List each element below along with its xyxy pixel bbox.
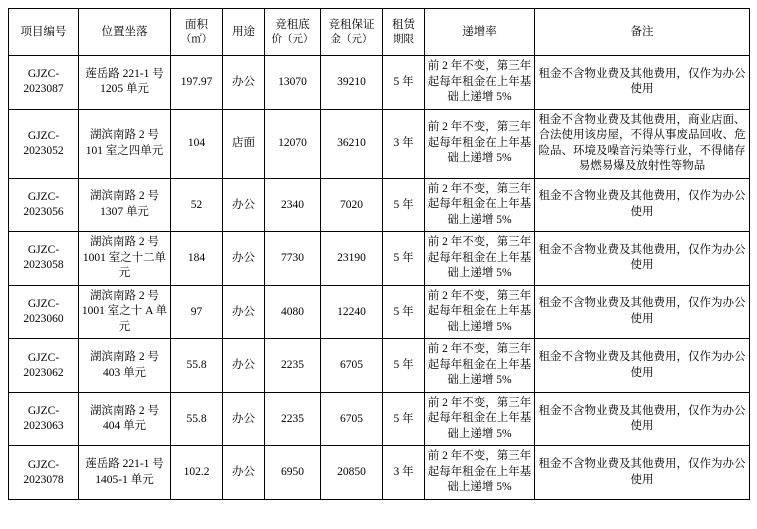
cell-deposit: 39210 xyxy=(321,56,383,110)
cell-area: 102.2 xyxy=(171,446,223,500)
table-row xyxy=(9,392,750,446)
cell-location: 湖滨南路 2 号 403 单元 xyxy=(79,339,171,393)
cell-term: 5 年 xyxy=(383,56,425,110)
cell-rate: 前 2 年不变，第三年起每年租金在上年基础上递增 5% xyxy=(425,285,535,339)
cell-location: 湖滨南路 2 号 1001 室之十二单元 xyxy=(79,232,171,286)
column-header-code: 项目编号 xyxy=(9,9,79,56)
cell-remark: 租金不含物业费及其他费用，仅作为办公使用 xyxy=(535,285,750,339)
cell-code: GJZC-2023078 xyxy=(9,446,79,500)
cell-use: 办公 xyxy=(223,232,265,286)
cell-remark: 租金不含物业费及其他费用，仅作为办公使用 xyxy=(535,339,750,393)
column-header-price-main: 竞租底 xyxy=(275,19,310,32)
cell-area: 97 xyxy=(171,285,223,339)
cell-location: 湖滨南路 2 号 1001 室之十 A 单元 xyxy=(79,285,171,339)
cell-term: 5 年 xyxy=(383,232,425,286)
cell-code: GJZC-2023060 xyxy=(9,285,79,339)
column-header-deposit-sub: 金（元） xyxy=(330,33,373,45)
cell-rate: 前 2 年不变，第三年起每年租金在上年基础上递增 5% xyxy=(425,232,535,286)
cell-rate: 前 2 年不变，第三年起每年租金在上年基础上递增 5% xyxy=(425,446,535,500)
table-row xyxy=(9,232,750,286)
cell-deposit: 23190 xyxy=(321,232,383,286)
cell-area: 55.8 xyxy=(171,392,223,446)
column-header-deposit xyxy=(321,9,383,56)
cell-use: 办公 xyxy=(223,56,265,110)
cell-area: 55.8 xyxy=(171,339,223,393)
cell-term: 5 年 xyxy=(383,285,425,339)
cell-code: GJZC-2023063 xyxy=(9,392,79,446)
column-header-rate: 递增率 xyxy=(425,9,535,56)
cell-code: GJZC-2023056 xyxy=(9,178,79,232)
cell-use: 办公 xyxy=(223,392,265,446)
cell-remark: 租金不含物业费及其他费用，仅作为办公使用 xyxy=(535,392,750,446)
cell-area: 104 xyxy=(171,109,223,178)
column-header-area-unit: （㎡） xyxy=(180,33,213,45)
cell-remark: 租金不含物业费及其他费用，商业店面、合法使用该房屋，不得从事废品回收、危险品、环境及噪音污染等行业，不得储存易燃易爆及放射性等物品 xyxy=(535,109,750,178)
table-row xyxy=(9,446,750,500)
cell-location: 湖滨南路 2 号 1307 单元 xyxy=(79,178,171,232)
cell-price: 2235 xyxy=(265,339,321,393)
cell-rate: 前 2 年不变，第三年起每年租金在上年基础上递增 5% xyxy=(425,109,535,178)
cell-price: 2340 xyxy=(265,178,321,232)
cell-rate: 前 2 年不变，第三年起每年租金在上年基础上递增 5% xyxy=(425,56,535,110)
cell-deposit: 36210 xyxy=(321,109,383,178)
cell-use: 办公 xyxy=(223,339,265,393)
cell-price: 13070 xyxy=(265,56,321,110)
cell-use: 办公 xyxy=(223,178,265,232)
cell-location: 湖滨南路 2 号 101 室之四单元 xyxy=(79,109,171,178)
cell-deposit: 6705 xyxy=(321,339,383,393)
cell-code: GJZC-2023087 xyxy=(9,56,79,110)
column-header-deposit-main: 竞租保证 xyxy=(328,19,375,32)
column-header-location: 位置坐落 xyxy=(79,9,171,56)
column-header-term xyxy=(383,9,425,56)
table-row xyxy=(9,56,750,110)
table-row xyxy=(9,178,750,232)
table-header-row xyxy=(9,9,750,56)
column-header-area xyxy=(171,9,223,56)
column-header-price-sub: 价（元） xyxy=(271,33,314,45)
lease-listing-table xyxy=(8,8,750,500)
cell-rate: 前 2 年不变，第三年起每年租金在上年基础上递增 5% xyxy=(425,339,535,393)
column-header-use: 用途 xyxy=(223,9,265,56)
cell-area: 197.97 xyxy=(171,56,223,110)
cell-use: 办公 xyxy=(223,285,265,339)
cell-use: 办公 xyxy=(223,446,265,500)
cell-location: 湖滨南路 2 号 404 单元 xyxy=(79,392,171,446)
table-row xyxy=(9,285,750,339)
column-header-area-main: 面积 xyxy=(185,19,208,32)
cell-remark: 租金不含物业费及其他费用，仅作为办公使用 xyxy=(535,56,750,110)
table-body xyxy=(9,56,750,500)
cell-price: 12070 xyxy=(265,109,321,178)
cell-term: 5 年 xyxy=(383,178,425,232)
cell-code: GJZC-2023052 xyxy=(9,109,79,178)
cell-term: 5 年 xyxy=(383,392,425,446)
column-header-term-main: 租赁 xyxy=(392,19,415,32)
cell-price: 7730 xyxy=(265,232,321,286)
cell-price: 6950 xyxy=(265,446,321,500)
cell-code: GJZC-2023058 xyxy=(9,232,79,286)
column-header-term-sub: 期限 xyxy=(393,33,414,45)
cell-location: 莲岳路 221-1 号 1405-1 单元 xyxy=(79,446,171,500)
cell-term: 5 年 xyxy=(383,339,425,393)
cell-remark: 租金不含物业费及其他费用，仅作为办公使用 xyxy=(535,178,750,232)
cell-area: 184 xyxy=(171,232,223,286)
cell-deposit: 6705 xyxy=(321,392,383,446)
table-row xyxy=(9,339,750,393)
cell-use: 店面 xyxy=(223,109,265,178)
cell-deposit: 12240 xyxy=(321,285,383,339)
column-header-remark: 备注 xyxy=(535,9,750,56)
cell-term: 3 年 xyxy=(383,446,425,500)
column-header-price xyxy=(265,9,321,56)
cell-term: 3 年 xyxy=(383,109,425,178)
cell-deposit: 20850 xyxy=(321,446,383,500)
cell-remark: 租金不含物业费及其他费用，仅作为办公使用 xyxy=(535,232,750,286)
table-row xyxy=(9,109,750,178)
cell-rate: 前 2 年不变，第三年起每年租金在上年基础上递增 5% xyxy=(425,178,535,232)
cell-code: GJZC-2023062 xyxy=(9,339,79,393)
cell-deposit: 7020 xyxy=(321,178,383,232)
cell-price: 4080 xyxy=(265,285,321,339)
cell-rate: 前 2 年不变，第三年起每年租金在上年基础上递增 5% xyxy=(425,392,535,446)
cell-price: 2235 xyxy=(265,392,321,446)
table-header xyxy=(9,9,750,56)
cell-area: 52 xyxy=(171,178,223,232)
cell-remark: 租金不含物业费及其他费用，仅作为办公使用 xyxy=(535,446,750,500)
cell-location: 莲岳路 221-1 号 1205 单元 xyxy=(79,56,171,110)
